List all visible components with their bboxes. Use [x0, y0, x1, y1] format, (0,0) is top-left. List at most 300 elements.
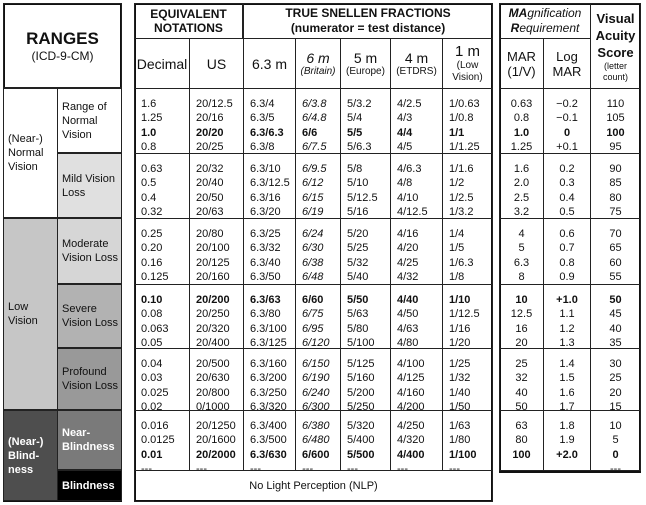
- table-cell: [390, 218, 443, 285]
- cell-value: 0.063: [141, 322, 169, 335]
- cell-value: 20: [515, 336, 528, 349]
- table-cell: [543, 218, 591, 285]
- score-sub: (letter count): [602, 61, 628, 82]
- table-cell: [499, 348, 544, 411]
- column-header: [442, 38, 493, 89]
- table-cell: [442, 153, 493, 219]
- magnification-header: [499, 3, 591, 39]
- cell-value: 6.3/400: [250, 420, 287, 432]
- column-header-label: 1 m: [454, 43, 480, 60]
- cell-value: 6/12: [302, 177, 324, 190]
- cell-value: 0.03: [141, 372, 163, 385]
- table-cell: [390, 88, 443, 154]
- cell-value: 105: [606, 112, 625, 125]
- table-cell: [340, 284, 391, 349]
- table-cell: [543, 410, 591, 471]
- cell-value: 6.3/320: [250, 400, 287, 413]
- cell-value: 80: [609, 191, 622, 204]
- cell-value: 1/25: [449, 358, 471, 370]
- cell-value: 6.3/500: [250, 434, 287, 447]
- table-cell: [442, 88, 493, 154]
- cell-value: 6/9.5: [302, 163, 327, 175]
- cell-value: 0.25: [141, 228, 163, 240]
- snellen-title: TRUE SNELLEN FRACTIONS: [285, 6, 451, 20]
- column-header: [543, 38, 591, 89]
- cell-value: 20/40: [196, 177, 224, 190]
- table-cell: [499, 153, 544, 219]
- cell-value: 6/30: [302, 242, 324, 255]
- cell-value: 5/160: [347, 372, 375, 385]
- table-cell: [295, 284, 341, 349]
- cell-value: 1.0: [141, 126, 157, 139]
- cell-value: 5/320: [347, 420, 375, 432]
- cell-value: 5/250: [347, 400, 375, 413]
- cell-value: 20/1600: [196, 434, 236, 447]
- no-light-perception: No Light Perception (NLP): [134, 470, 493, 502]
- cell-value: 1/2: [449, 177, 465, 190]
- cell-value: 1/32: [449, 372, 471, 385]
- column-header-sub: (Britain): [300, 65, 336, 77]
- table-cell: [134, 88, 190, 154]
- cell-value: +1.0: [556, 294, 578, 306]
- cell-value: 20/320: [196, 322, 230, 335]
- column-header: [189, 38, 244, 89]
- cell-value: ---: [347, 462, 358, 475]
- cell-value: 85: [609, 177, 622, 190]
- cell-value: 1.3: [559, 336, 575, 349]
- cell-value: 4/200: [397, 400, 425, 413]
- cell-value: 1.6: [559, 386, 575, 399]
- cell-value: 4/12.5: [397, 205, 428, 218]
- cell-value: 6/240: [302, 386, 330, 399]
- cell-value: 8: [518, 270, 525, 283]
- cell-value: 4/160: [397, 386, 425, 399]
- cell-value: 3.2: [513, 205, 530, 218]
- cell-value: 5/5: [347, 126, 363, 139]
- cell-value: 5/40: [347, 270, 369, 283]
- cell-value: 4/125: [397, 372, 425, 385]
- table-cell: [390, 348, 443, 411]
- column-header: [134, 38, 190, 89]
- cell-value: 5/12.5: [347, 191, 378, 204]
- cell-value: ---: [449, 462, 460, 475]
- cell-value: 4/250: [397, 420, 425, 432]
- cell-value: 80: [515, 434, 528, 447]
- table-cell: [243, 348, 296, 411]
- cell-value: 6.3/250: [250, 386, 287, 399]
- cell-value: 110: [606, 98, 625, 110]
- cell-value: 4/25: [397, 256, 419, 269]
- cell-value: 6/48: [302, 270, 324, 283]
- cell-value: 6.3/10: [250, 163, 281, 175]
- cell-value: 20/12.5: [196, 98, 233, 110]
- column-header-label: 6 m: [306, 49, 330, 66]
- table-cell: [189, 284, 244, 349]
- cell-value: 6/190: [302, 372, 330, 385]
- cell-value: 5/3.2: [347, 98, 372, 110]
- cell-value: 6.3/20: [250, 205, 281, 218]
- cell-value: 6.3/50: [250, 270, 281, 283]
- column-header-sub: (ETDRS): [396, 65, 437, 77]
- cell-value: −0.1: [556, 112, 578, 125]
- cell-value: 5/10: [347, 177, 369, 190]
- table-cell: [543, 88, 591, 154]
- cell-value: 0.16: [141, 256, 163, 269]
- equivalent-notations-header: EQUIVALENT NOTATIONS: [134, 3, 243, 39]
- cell-value: 4/100: [397, 358, 425, 370]
- table-cell: [390, 284, 443, 349]
- cell-value: 1/16: [449, 322, 471, 335]
- cell-value: 6.3/80: [250, 308, 281, 321]
- cell-value: 4/63: [397, 322, 419, 335]
- cell-value: 6.3/16: [250, 191, 281, 204]
- cell-value: 5/4: [347, 112, 363, 125]
- table-cell: [295, 410, 341, 475]
- cell-value: 0.4: [141, 191, 157, 204]
- cell-value: 6.3/5: [250, 112, 275, 125]
- cell-value: 0.8: [513, 112, 530, 125]
- cell-value: 6/6: [302, 126, 318, 139]
- cell-value: 0.20: [141, 242, 163, 255]
- cell-value: 5/400: [347, 434, 375, 447]
- cell-value: 6.3/630: [250, 448, 287, 461]
- cell-value: ---: [141, 462, 152, 475]
- table-cell: [340, 218, 391, 285]
- cell-value: 6.3/200: [250, 372, 287, 385]
- cell-value: 20/400: [196, 336, 230, 349]
- cell-value: 4/10: [397, 191, 419, 204]
- table-cell: [442, 410, 493, 475]
- table-cell: [189, 218, 244, 285]
- table-cell: [340, 410, 391, 475]
- cell-value: −0.2: [556, 98, 578, 110]
- table-cell: [590, 348, 641, 411]
- cell-value: 1/12.5: [449, 308, 480, 321]
- magnification-line: [509, 6, 582, 21]
- cell-value: 6/95: [302, 322, 324, 335]
- cell-value: 10: [609, 420, 622, 432]
- snellen-subtitle: (numerator = test distance): [290, 21, 446, 35]
- cell-value: 20/500: [196, 358, 230, 370]
- table-cell: [243, 88, 296, 154]
- table-cell: [340, 153, 391, 219]
- cell-value: 1.6: [141, 98, 157, 110]
- cell-value: 5/63: [347, 308, 369, 321]
- cell-value: 6.3/63: [250, 294, 281, 306]
- cell-value: 4/6.3: [397, 163, 422, 175]
- cell-value: 4/40: [397, 294, 419, 306]
- cell-value: 0.63: [141, 163, 163, 175]
- cell-value: 20/200: [196, 294, 230, 306]
- cell-value: 16: [515, 322, 528, 335]
- cell-value: 1.9: [559, 434, 575, 447]
- cell-value: 6.3/12.5: [250, 177, 290, 190]
- cell-value: 4/400: [397, 448, 425, 461]
- cell-value: 1/40: [449, 386, 471, 399]
- table-cell: [340, 348, 391, 411]
- cell-value: 1.25: [141, 112, 163, 125]
- cell-value: 0: [563, 126, 571, 139]
- column-header-label: 4 m: [404, 49, 429, 66]
- table-cell: [189, 88, 244, 154]
- visual-acuity-score-header: [590, 3, 641, 89]
- cell-value: 6.3: [513, 256, 530, 269]
- cell-value: 0.63: [510, 98, 533, 110]
- cell-value: 0.02: [141, 400, 163, 413]
- cell-value: 0.025: [141, 386, 169, 399]
- range-subcategory: Range of Normal Vision: [57, 88, 122, 153]
- table-cell: [243, 153, 296, 219]
- cell-value: 2.0: [513, 177, 530, 190]
- cell-value: 0.32: [141, 205, 163, 218]
- cell-value: 40: [515, 386, 528, 399]
- cell-value: 12.5: [510, 308, 533, 321]
- cell-value: 5/8: [347, 163, 363, 175]
- column-header-label: US: [206, 55, 227, 72]
- cell-value: 0.4: [559, 191, 575, 204]
- cell-value: 5/100: [347, 336, 375, 349]
- column-header-label: Log MAR: [552, 48, 582, 79]
- cell-value: 55: [609, 270, 622, 283]
- cell-value: 1/80: [449, 434, 471, 447]
- cell-value: +2.0: [556, 448, 578, 461]
- r-rest: equirement: [519, 21, 580, 35]
- cell-value: 20/125: [196, 256, 230, 269]
- cell-value: 15: [609, 400, 622, 413]
- cell-value: 6.3/100: [250, 322, 287, 335]
- cell-value: 0: [612, 448, 619, 461]
- range-category: (Near-) Blind- ness: [3, 410, 58, 501]
- table-cell: [134, 284, 190, 349]
- column-header: [295, 38, 341, 89]
- cell-value: 6/3.8: [302, 98, 327, 110]
- table-cell: [590, 410, 641, 475]
- table-cell: [295, 153, 341, 219]
- cell-value: 6.3/32: [250, 242, 281, 255]
- column-header: [390, 38, 443, 89]
- cell-value: 6/380: [302, 420, 330, 432]
- cell-value: 4: [518, 228, 525, 240]
- cell-value: 0.04: [141, 358, 163, 370]
- cell-value: 70: [609, 228, 622, 240]
- cell-value: 0.8: [559, 256, 575, 269]
- table-cell: [295, 218, 341, 285]
- cell-value: 10: [515, 294, 528, 306]
- cell-value: 1.2: [559, 322, 575, 335]
- cell-value: 6/75: [302, 308, 324, 321]
- cell-value: 100: [512, 448, 531, 461]
- cell-value: 0.016: [141, 420, 169, 432]
- range-subcategory: Blindness: [57, 470, 122, 501]
- cell-value: 6/300: [302, 400, 330, 413]
- column-header-sub: (Europe): [346, 65, 385, 77]
- cell-value: 6/120: [302, 336, 330, 349]
- cell-value: 1.4: [559, 358, 575, 370]
- cell-value: 0.8: [141, 140, 157, 153]
- cell-value: 5/125: [347, 358, 375, 370]
- cell-value: 25: [515, 358, 528, 370]
- cell-value: 6/7.5: [302, 140, 327, 153]
- cell-value: 6.3/40: [250, 256, 281, 269]
- cell-value: 5/500: [347, 448, 375, 461]
- cell-value: 6.3/160: [250, 358, 287, 370]
- cell-value: 20/160: [196, 270, 230, 283]
- table-cell: [590, 88, 641, 154]
- cell-value: 6/60: [302, 294, 324, 306]
- ranges-header: [3, 3, 122, 88]
- cell-value: 100: [606, 126, 625, 139]
- cell-value: 0.6: [559, 228, 575, 240]
- table-cell: [295, 348, 341, 411]
- cell-value: 0.01: [141, 448, 163, 461]
- table-cell: [134, 218, 190, 285]
- cell-value: 25: [609, 372, 622, 385]
- table-cell: [243, 410, 296, 475]
- table-cell: [390, 153, 443, 219]
- cell-value: 1/0.8: [449, 112, 474, 125]
- table-cell: [189, 153, 244, 219]
- cell-value: 1/3.2: [449, 205, 474, 218]
- cell-value: 0.5: [141, 177, 157, 190]
- cell-value: 1/10: [449, 294, 471, 306]
- cell-value: 45: [609, 308, 622, 321]
- cell-value: 1.8: [559, 420, 575, 432]
- cell-value: 30: [609, 358, 622, 370]
- cell-value: 50: [609, 294, 622, 306]
- cell-value: 5/50: [347, 294, 369, 306]
- cell-value: 6/150: [302, 358, 330, 370]
- cell-value: 1/1.25: [449, 140, 480, 153]
- cell-value: 4/32: [397, 270, 419, 283]
- cell-value: 6.3/125: [250, 336, 287, 349]
- table-cell: [543, 348, 591, 411]
- cell-value: 1/63: [449, 420, 471, 432]
- table-cell: [590, 284, 641, 349]
- cell-value: 0.0125: [141, 434, 175, 447]
- cell-value: 6/600: [302, 448, 330, 461]
- cell-value: 5/16: [347, 205, 369, 218]
- column-header: [340, 38, 391, 89]
- cell-value: 0.125: [141, 270, 169, 283]
- range-subcategory: Mild Vision Loss: [57, 153, 122, 218]
- cell-value: 20/50: [196, 191, 224, 204]
- cell-value: 0.5: [559, 205, 575, 218]
- table-cell: [189, 410, 244, 475]
- table-cell: [134, 348, 190, 411]
- cell-value: 20/63: [196, 205, 224, 218]
- cell-value: +0.1: [556, 140, 578, 153]
- cell-value: 0.05: [141, 336, 163, 349]
- table-cell: [243, 284, 296, 349]
- table-cell: [189, 348, 244, 411]
- column-header-label: 6.3 m: [251, 55, 287, 72]
- cell-value: 5/20: [347, 228, 369, 240]
- table-cell: [590, 153, 641, 219]
- cell-value: 5/6.3: [347, 140, 372, 153]
- column-header-label: 5 m: [353, 49, 378, 66]
- cell-value: ---: [302, 462, 313, 475]
- cell-value: 20/2000: [196, 448, 236, 461]
- cell-value: 5/32: [347, 256, 369, 269]
- cell-value: 1.0: [513, 126, 530, 139]
- cell-value: 63: [515, 420, 528, 432]
- cell-value: 1.1: [559, 308, 575, 321]
- ma-rest: gnification: [527, 6, 582, 20]
- table-cell: [499, 284, 544, 349]
- cell-value: 4/2.5: [397, 98, 422, 110]
- table-cell: [442, 284, 493, 349]
- range-subcategory: Profound Vision Loss: [57, 348, 122, 410]
- cell-value: 4/4: [397, 126, 413, 139]
- cell-value: 4/8: [397, 177, 413, 190]
- column-header: [499, 38, 544, 89]
- column-header-label: MAR (1/V): [507, 48, 536, 79]
- table-cell: [243, 218, 296, 285]
- table-cell: [134, 410, 190, 475]
- cell-value: 0.3: [559, 177, 575, 190]
- table-cell: [295, 88, 341, 154]
- cell-value: 90: [609, 163, 622, 175]
- cell-value: ---: [250, 462, 261, 475]
- cell-value: 4/50: [397, 308, 419, 321]
- cell-value: 0.2: [559, 163, 575, 175]
- cell-value: [544, 462, 590, 476]
- cell-value: 4/320: [397, 434, 425, 447]
- column-header: [243, 38, 296, 89]
- cell-value: 6/480: [302, 434, 330, 447]
- cell-value: 5: [612, 434, 619, 447]
- range-subcategory: Moderate Vision Loss: [57, 218, 122, 284]
- ranges-subtitle: (ICD-9-CM): [31, 48, 94, 63]
- cell-value: 4/5: [397, 140, 413, 153]
- r-bold: R: [510, 21, 520, 35]
- cell-value: 4/80: [397, 336, 419, 349]
- cell-value: 1/1.6: [449, 163, 474, 175]
- range-category: (Near-) Normal Vision: [3, 88, 58, 218]
- score-title: Visual Acuity Score: [595, 11, 636, 60]
- cell-value: 1/50: [449, 400, 471, 413]
- cell-value: 35: [609, 336, 622, 349]
- cell-value: 20/20: [196, 126, 224, 139]
- range-category: Low Vision: [3, 218, 58, 410]
- cell-value: 4/3: [397, 112, 413, 125]
- cell-value: 6.3/8: [250, 140, 275, 153]
- cell-value: 1/4: [449, 228, 465, 240]
- cell-value: 4/20: [397, 242, 419, 255]
- cell-value: ---: [610, 462, 621, 475]
- cell-value: 40: [609, 322, 622, 335]
- table-cell: [390, 410, 443, 475]
- ranges-title: RANGES: [26, 28, 99, 48]
- cell-value: 1/8: [449, 270, 465, 283]
- cell-value: 6.3/4: [250, 98, 275, 110]
- table-cell: [499, 218, 544, 285]
- table-cell: [134, 153, 190, 219]
- ma-bold: MA: [508, 6, 528, 20]
- cell-value: 2.5: [513, 191, 530, 204]
- cell-value: 20/1250: [196, 420, 236, 432]
- cell-value: 5/80: [347, 322, 369, 335]
- table-cell: [543, 153, 591, 219]
- cell-value: ---: [397, 462, 408, 475]
- cell-value: 4/16: [397, 228, 419, 240]
- cell-value: 65: [609, 242, 622, 255]
- cell-value: 20/32: [196, 163, 224, 175]
- cell-value: 32: [515, 372, 528, 385]
- table-cell: [499, 88, 544, 154]
- column-header-sub: (Low Vision): [452, 60, 483, 83]
- cell-value: 6/15: [302, 191, 324, 204]
